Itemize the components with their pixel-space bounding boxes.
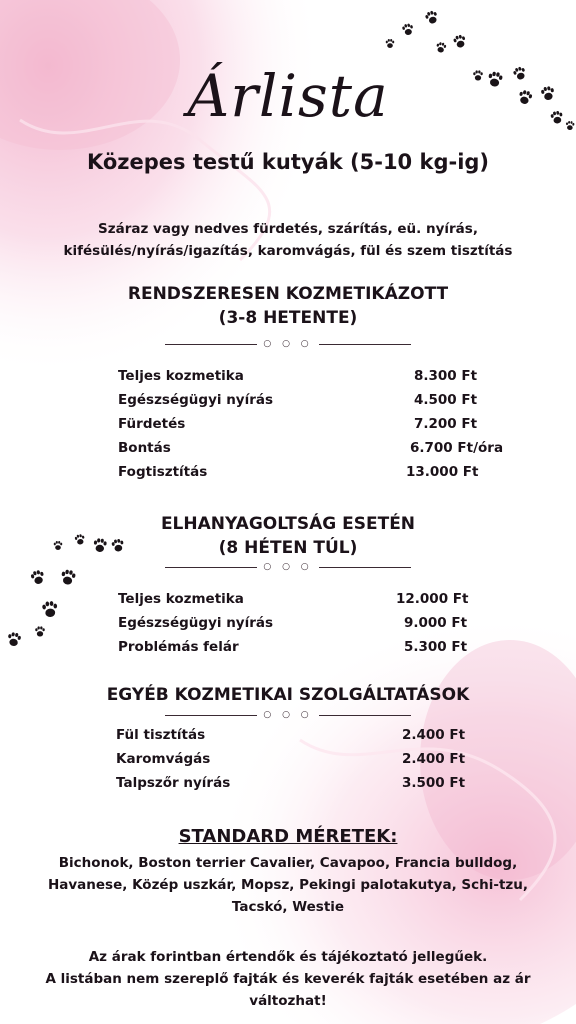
paw-print-icon (424, 10, 439, 26)
paw-print-icon (42, 601, 58, 618)
disclaimer-line: Az árak forintban értendők és tájékoztató jellegűek. (88, 949, 488, 965)
disclaimer-line: változhat! (249, 993, 327, 1009)
section-heading-line: EGYÉB KOZMETIKAI SZOLGÁLTATÁSOK (106, 685, 470, 705)
disclaimer-line: A listában nem szereplő fajták és keverék fajták esetében az ár (45, 971, 531, 987)
paw-print-icon (35, 626, 45, 636)
price-list-neglected (118, 591, 518, 663)
divider: ○ ○ ○ (0, 708, 576, 722)
price-row: Fürdetés 7.200 Ft (118, 416, 478, 432)
services-description-line: Száraz vagy nedves fürdetés, szárítás, eü. nyírás, (98, 221, 478, 237)
price-row: Fül tisztítás 2.400 Ft (116, 727, 466, 743)
paw-print-icon (453, 34, 467, 49)
divider: ○ ○ ○ (0, 560, 576, 574)
page-title: Árlista (187, 62, 389, 130)
section-heading-line: (3-8 HETENTE) (218, 308, 358, 328)
paw-print-icon (402, 23, 414, 36)
paw-print-icon (7, 632, 22, 647)
price-row: Egészségügyi nyírás 4.500 Ft (118, 392, 478, 408)
price-disclaimer (20, 946, 556, 1012)
paw-print-icon (436, 42, 447, 54)
standard-breeds-list (30, 852, 546, 918)
paw-print-icon (386, 39, 394, 48)
price-row: Bontás 6.700 Ft/óra (118, 440, 504, 456)
section-heading-line: ELHANYAGOLTSÁG ESETÉN (160, 514, 416, 534)
divider: ○ ○ ○ (0, 337, 576, 351)
page-subtitle: Közepes testű kutyák (5-10 kg-ig) (86, 150, 490, 174)
services-description (30, 218, 546, 262)
price-row: Karomvágás 2.400 Ft (116, 751, 466, 767)
price-row: Teljes kozmetika 12.000 Ft (118, 591, 469, 607)
price-list-regular (118, 368, 518, 488)
price-row: Egészségügyi nyírás 9.000 Ft (118, 615, 468, 631)
breed-line: Havanese, Közép uszkár, Mopsz, Pekingi palotakutya, Schi-tzu, (47, 877, 529, 893)
price-row: Fogtisztítás 13.000 Ft (118, 464, 479, 480)
section-heading-other (0, 683, 576, 707)
services-description-line: kifésülés/nyírás/igazítás, karomvágás, fül és szem tisztítás (63, 243, 513, 259)
section-heading-regular (0, 282, 576, 330)
section-heading-line: (8 HÉTEN TÚL) (218, 538, 358, 558)
breed-line: Tacskó, Westie (231, 899, 345, 915)
price-list-other (116, 727, 516, 799)
standard-sizes-title: STANDARD MÉRETEK: (178, 826, 398, 847)
breed-line: Bichonok, Boston terrier Cavalier, Cavapoo, Francia bulldog, (58, 855, 518, 871)
price-row: Talpszőr nyírás 3.500 Ft (116, 775, 466, 791)
price-row: Teljes kozmetika 8.300 Ft (118, 368, 478, 384)
price-row: Problémás felár 5.300 Ft (118, 639, 468, 655)
section-heading-neglected (0, 512, 576, 560)
section-heading-line: RENDSZERESEN KOZMETIKÁZOTT (127, 284, 449, 304)
